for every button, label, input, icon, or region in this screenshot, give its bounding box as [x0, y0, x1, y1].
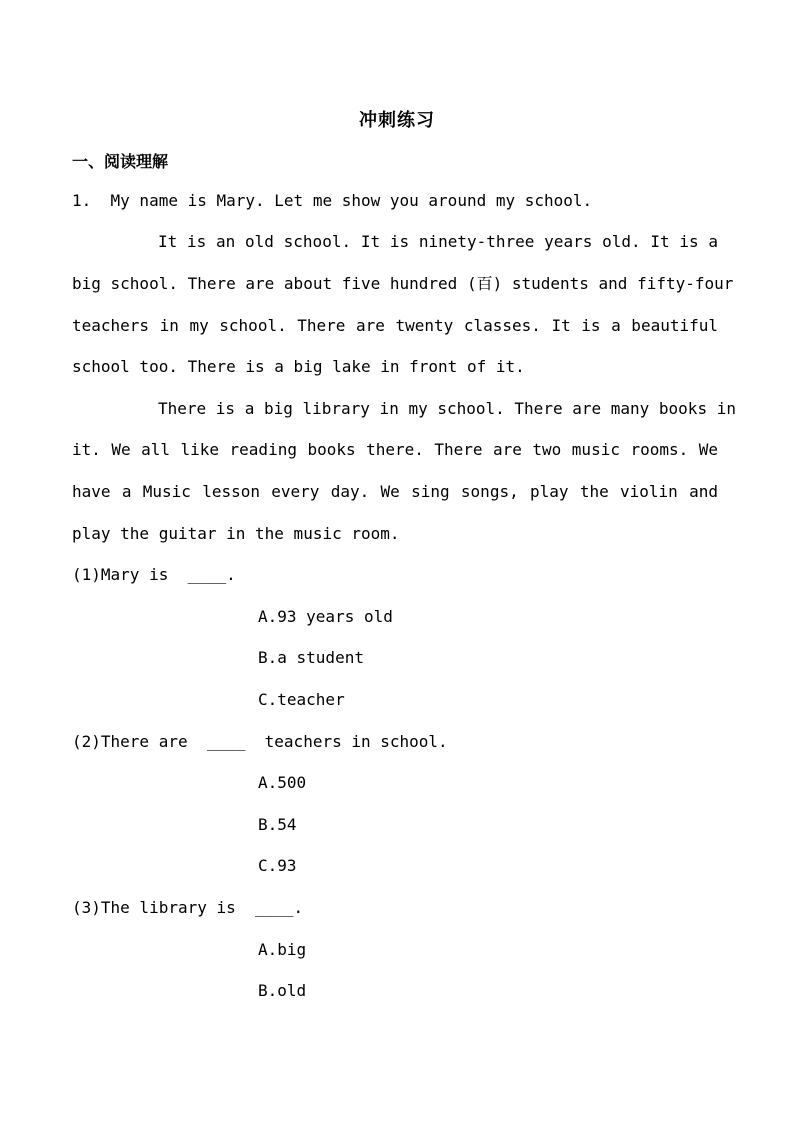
answer-option: A.93 years old — [258, 607, 393, 626]
answer-option: B.54 — [258, 815, 297, 834]
passage-line: big school. There are about five hundred (百) students and fifty-four — [72, 274, 734, 293]
passage-line: school too. There is a big lake in front of it. — [72, 357, 525, 376]
question-intro: 1. My name is Mary. Let me show you around my school. — [72, 191, 593, 210]
answer-option: C.teacher — [258, 690, 345, 709]
section-heading: 一、阅读理解 — [72, 152, 169, 171]
passage-line: it. We all like reading books there. There are two music rooms. We — [72, 440, 718, 459]
question-stem: (3)The library is ____. — [72, 898, 304, 917]
answer-option: A.big — [258, 940, 307, 959]
passage-line: have a Music lesson every day. We sing songs, play the violin and — [72, 482, 718, 501]
question-stem: (1)Mary is ____. — [72, 565, 236, 584]
passage-line: There is a big library in my school. There are many books in — [158, 399, 736, 418]
answer-option: A.500 — [258, 773, 307, 792]
page-title: 冲刺练习 — [359, 110, 435, 131]
answer-option: B.old — [258, 981, 307, 1000]
passage-line: It is an old school. It is ninety-three years old. It is a — [158, 232, 718, 251]
answer-option: C.93 — [258, 856, 297, 875]
question-stem: (2)There are ____ teachers in school. — [72, 732, 448, 751]
passage-line: teachers in my school. There are twenty classes. It is a beautiful — [72, 316, 718, 335]
answer-option: B.a student — [258, 648, 364, 667]
passage-line: play the guitar in the music room. — [72, 524, 400, 543]
